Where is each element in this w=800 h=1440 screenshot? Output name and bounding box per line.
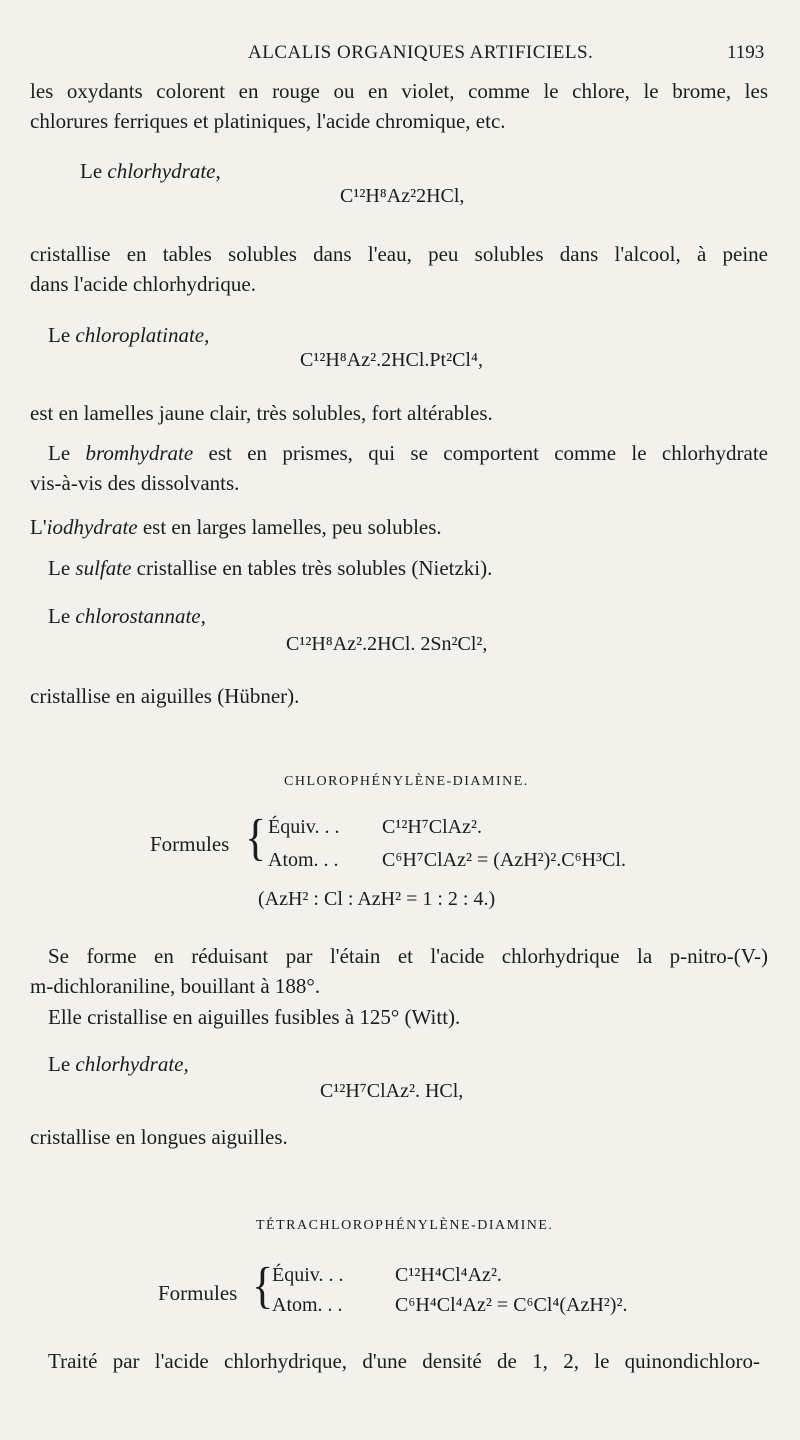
- paragraph-line: Elle cristallise en aiguilles fusibles à 125° (Witt).: [48, 1005, 461, 1029]
- section-heading: CHLOROPHÉNYLÈNE-DIAMINE.: [284, 774, 529, 789]
- paragraph-line: dans l'acide chlorhydrique.: [30, 272, 256, 296]
- paragraph-line: Le bromhydrate est en prismes, qui se comportent comme le chlorhydrate: [48, 441, 768, 465]
- page-number: 1193: [727, 42, 765, 63]
- chemical-formula: C¹²H⁴Cl⁴Az².: [395, 1264, 502, 1286]
- equiv-label: Équiv. . .: [268, 816, 340, 838]
- chemical-formula: C⁶H⁴Cl⁴Az² = C⁶Cl⁴(AzH²)².: [395, 1294, 628, 1316]
- compound-intro: Le chloroplatinate,: [48, 323, 210, 347]
- paragraph-line: m-dichloraniline, bouillant à 188°.: [30, 974, 321, 998]
- compound-intro: Le chlorhydrate,: [80, 159, 221, 183]
- chemical-formula: C⁶H⁷ClAz² = (AzH²)².C⁶H³Cl.: [382, 849, 626, 871]
- brace: {: [252, 1257, 274, 1314]
- equiv-label: Équiv. . .: [272, 1264, 344, 1286]
- paragraph-line: chlorures ferriques et platiniques, l'acide chromique, etc.: [30, 109, 506, 133]
- brace: {: [245, 809, 267, 866]
- paragraph-line: Traité par l'acide chlorhydrique, d'une densité de 1, 2, le quinondichloro-: [48, 1349, 760, 1373]
- chemical-formula: C¹²H⁸Az².2HCl.Pt²Cl⁴,: [300, 349, 483, 371]
- paragraph-line: est en lamelles jaune clair, très solubles, fort altérables.: [30, 401, 493, 425]
- chemical-formula: C¹²H⁷ClAz². HCl,: [320, 1080, 464, 1102]
- paragraph-line: les oxydants colorent en rouge ou en violet, comme le chlore, le brome, les: [30, 79, 768, 103]
- chemical-formula: C¹²H⁸Az²2HCl,: [340, 185, 465, 207]
- paragraph-line: Le sulfate cristallise en tables très solubles (Nietzki).: [48, 556, 493, 580]
- atom-label: Atom. . .: [272, 1294, 343, 1316]
- atom-label: Atom. . .: [268, 849, 339, 871]
- ratio-formula: (AzH² : Cl : AzH² = 1 : 2 : 4.): [258, 888, 496, 910]
- running-header: ALCALIS ORGANIQUES ARTIFICIELS.: [248, 42, 594, 63]
- paragraph-line: cristallise en tables solubles dans l'eau, peu solubles dans l'alcool, à peine: [30, 242, 768, 266]
- paragraph-line: vis-à-vis des dissolvants.: [30, 471, 240, 495]
- paragraph-line: cristallise en longues aiguilles.: [30, 1125, 288, 1149]
- paragraph-line: cristallise en aiguilles (Hübner).: [30, 684, 300, 708]
- formules-label: Formules: [150, 832, 230, 856]
- compound-intro: Le chlorhydrate,: [48, 1052, 189, 1076]
- compound-intro: Le chlorostannate,: [48, 604, 206, 628]
- paragraph-line: Se forme en réduisant par l'étain et l'acide chlorhydrique la p-nitro-(V-): [48, 944, 768, 968]
- formules-label: Formules: [158, 1281, 238, 1305]
- chemical-formula: C¹²H⁸Az².2HCl. 2Sn²Cl²,: [286, 633, 488, 655]
- paragraph-line: L'iodhydrate est en larges lamelles, peu solubles.: [30, 515, 442, 539]
- chemical-formula: C¹²H⁷ClAz².: [382, 816, 482, 838]
- section-heading: TÉTRACHLOROPHÉNYLÈNE-DIAMINE.: [256, 1218, 554, 1233]
